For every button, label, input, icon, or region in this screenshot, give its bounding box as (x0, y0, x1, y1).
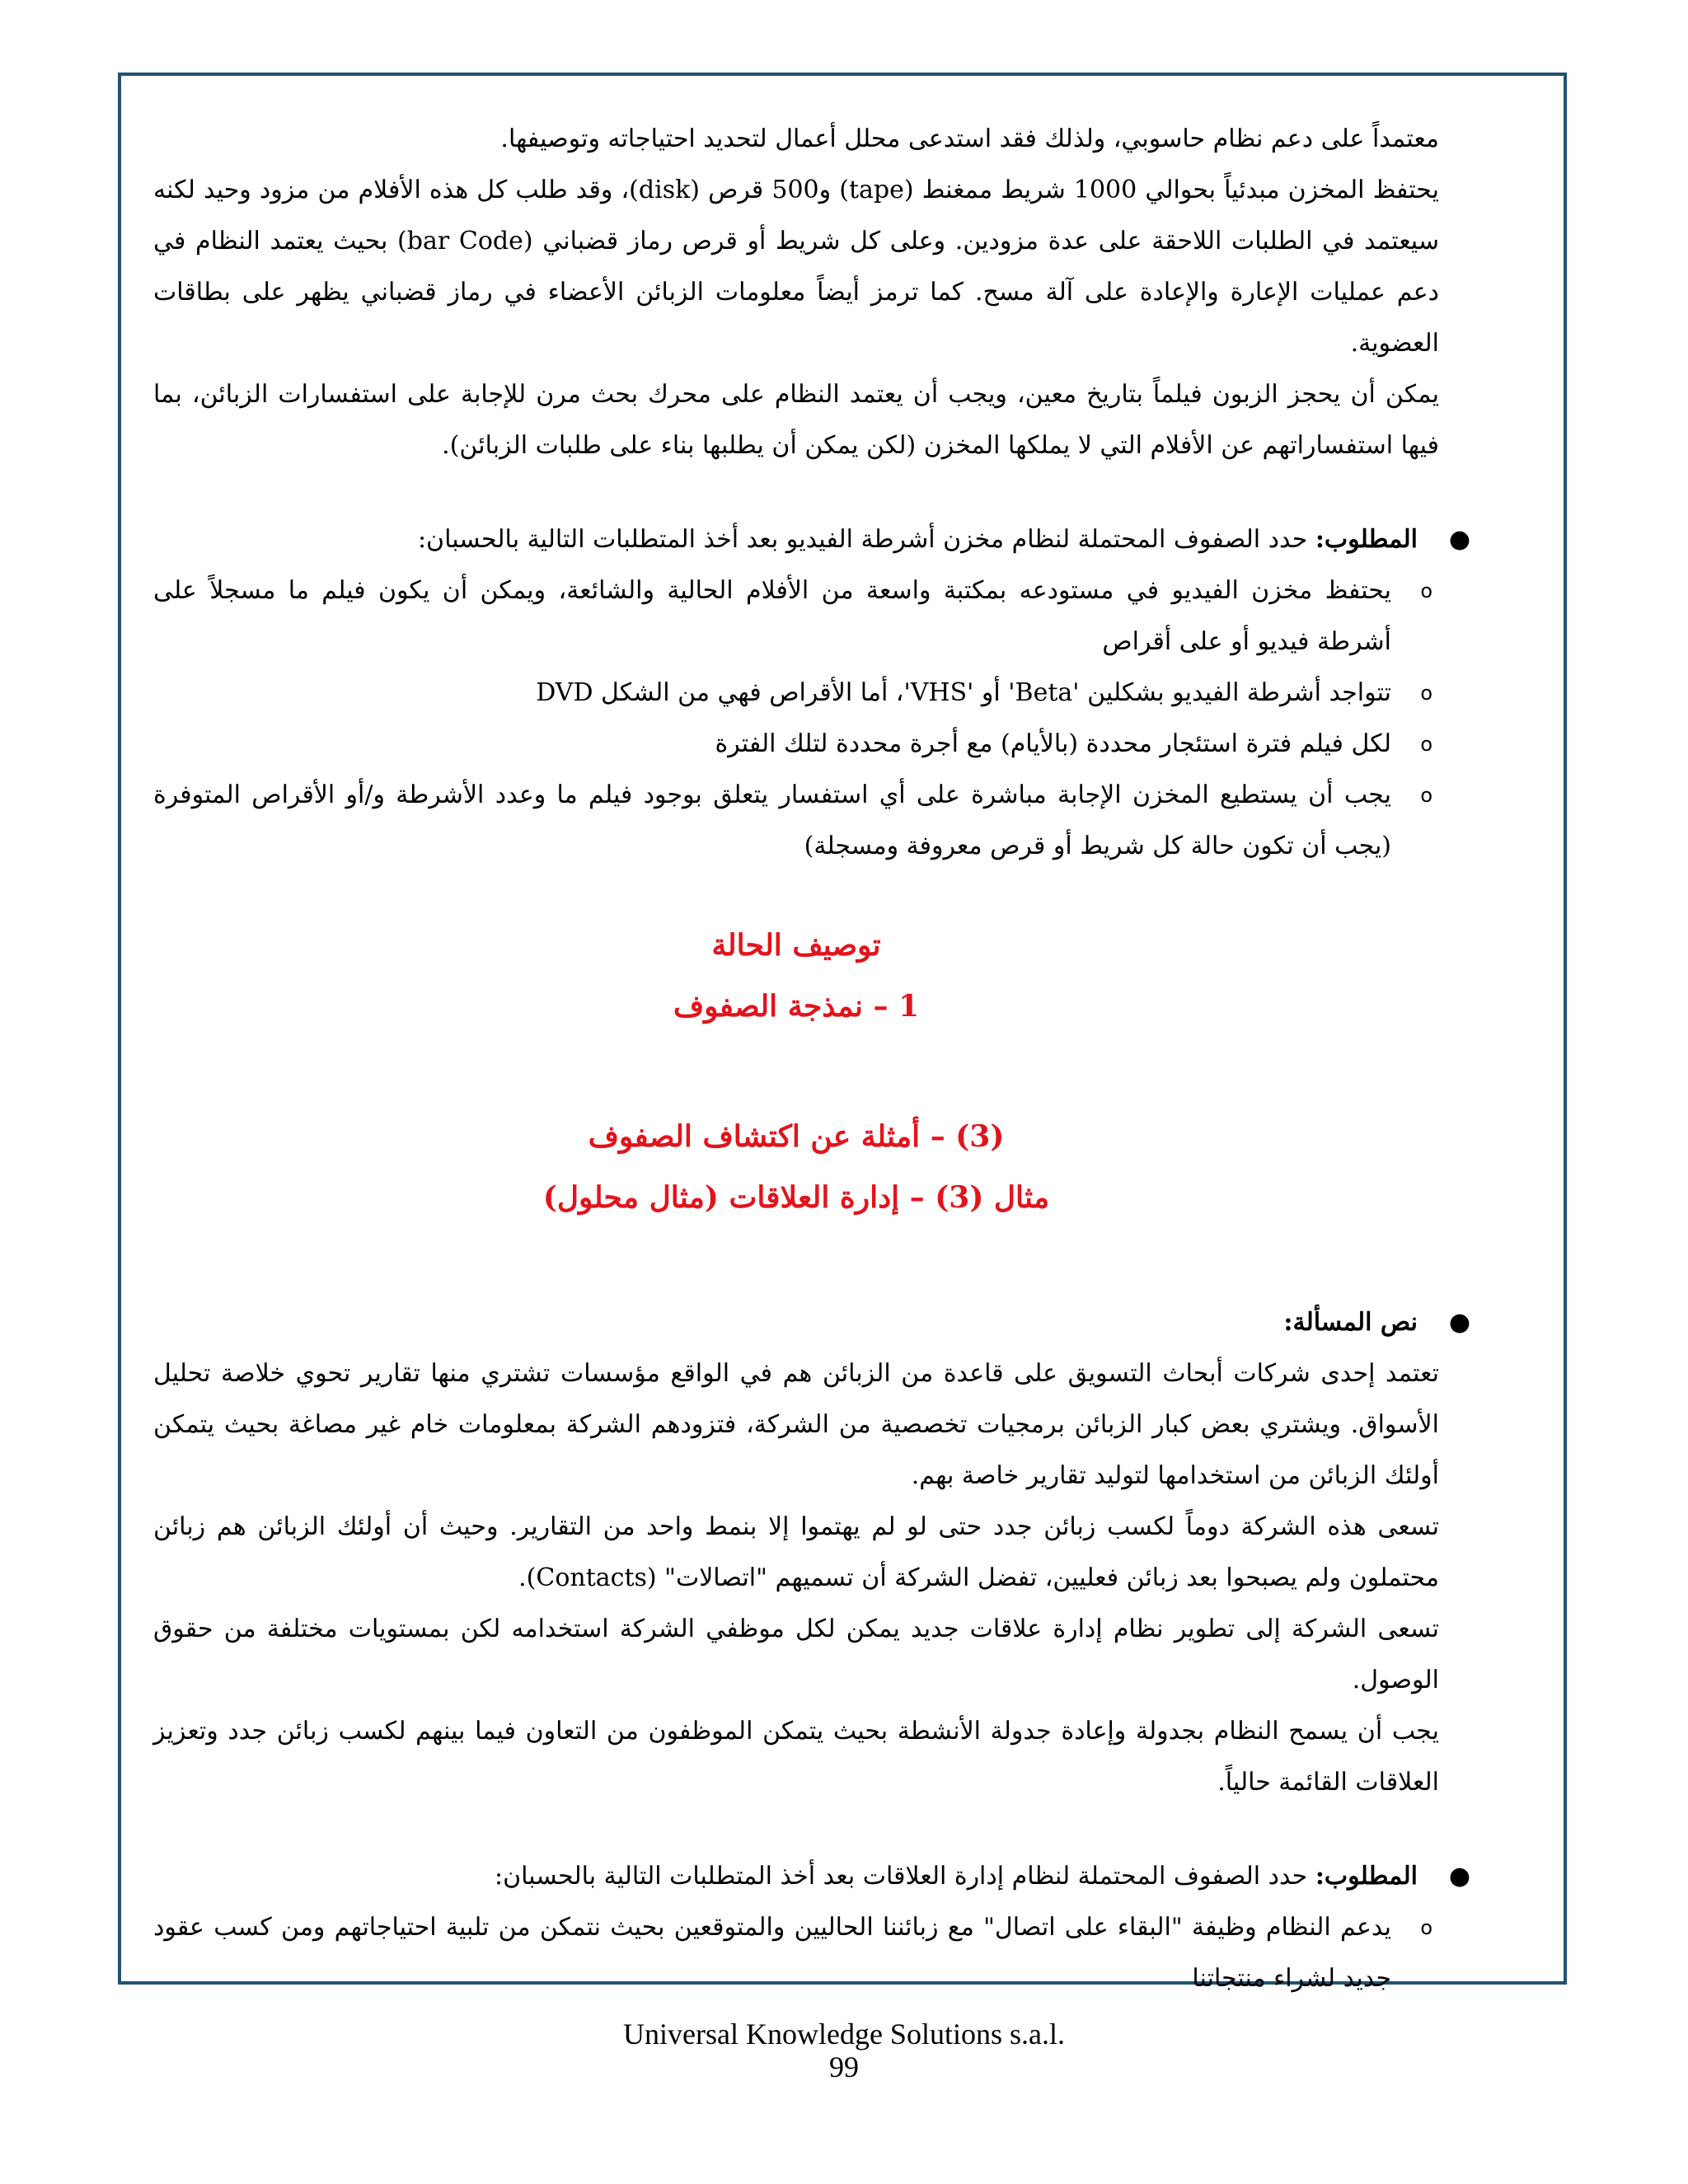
section-subheading: 1 – نمذجة الصفوف (673, 989, 920, 1024)
bullet-icon: ● (1448, 525, 1470, 554)
circle-bullet-icon: o (1420, 579, 1432, 602)
required-bullet-1 (153, 514, 1470, 565)
page-number: 99 (829, 2050, 859, 2083)
problem-paragraph-1: تعتمد إحدى شركات أبحاث التسويق على قاعدة من الزبائن هم في الواقع مؤسسات تشتري منها تقارير تحوي خلاصة تحليل الأسواق. ويشتري بعض كبار الزبائن برمجيات تخصصية من الشركة، فتزودهم الشركة بمعلومات خام غير مصاغة بحيث يتمكن أولئك الزبائن من استخدامها لتوليد تقارير خاصة بهم. (153, 1359, 1439, 1490)
intro-paragraph-2: يحتفظ المخزن مبدئياً بحوالي 1000 شريط ممغنط (tape) و500 قرص (disk)، وقد طلب كل هذه الأفلام من مزود وحيد لكنه سيعتمد في الطلبات اللاحقة على عدة مزودين. وعلى كل شريط أو قرص رماز قضباني (bar Code) بحيث يعتمد النظام في دعم عمليات الإعارة والإعادة على آلة مسح. كما ترمز أيضاً معلومات الزبائن الأعضاء في رماز قضباني يظهر على بطاقات العضوية. (153, 176, 1439, 358)
list-item (153, 565, 1439, 668)
required-list-2 (153, 1902, 1439, 2004)
examples-heading: (3) – أمثلة عن اكتشاف الصفوف (588, 1119, 1005, 1154)
list-item-text: يجب أن يستطيع المخزن الإجابة مباشرة على أي استفسار يتعلق بوجود فيلم ما وعدد الأشرطة و/أو الأقراص المتوفرة (يجب أن تكون حالة كل شريط أو قرص معروفة ومسجلة) (153, 780, 1391, 860)
intro-paragraph-1: معتمداً على دعم نظام حاسوبي، ولذلك فقد استدعى محلل أعمال لتحديد احتياجاته وتوصيفها. (500, 124, 1439, 153)
required-text: حدد الصفوف المحتملة لنظام إدارة العلاقات بعد أخذ المتطلبات التالية بالحسبان: (494, 1862, 1315, 1891)
list-item-text: يدعم النظام وظيفة "البقاء على اتصال" مع زبائننا الحاليين والمتوقعين بحيث نتمكن من تلبية احتياجاتهم ومن كسب عقود جديد لشراء منتجاتنا (153, 1913, 1391, 1993)
page-footer (0, 2018, 1688, 2083)
required-label: المطلوب: (1315, 525, 1418, 554)
spacer (153, 872, 1439, 915)
circle-bullet-icon: o (1420, 733, 1432, 756)
example-title: مثال (3) – إدارة العلاقات (مثال محلول) (542, 1180, 1050, 1215)
list-item (153, 1902, 1439, 2004)
circle-bullet-icon: o (1420, 784, 1432, 807)
required-label: المطلوب: (1315, 1862, 1418, 1891)
required-text: حدد الصفوف المحتملة لنظام مخزن أشرطة الفيديو بعد أخذ المتطلبات التالية بالحسبان: (417, 525, 1315, 554)
list-item-text: لكل فيلم فترة استئجار محددة (بالأيام) مع أجرة محددة لتلك الفترة (715, 729, 1391, 758)
list-item-text: تتواجد أشرطة الفيديو بشكلين 'Beta' أو 'VHS'، أما الأقراص فهي من الشكل DVD (536, 678, 1391, 707)
circle-bullet-icon: o (1420, 682, 1432, 705)
spacer (153, 1228, 1439, 1297)
page-content (153, 114, 1470, 2004)
intro-paragraph-3: يمكن أن يحجز الزبون فيلماً بتاريخ معين، ويجب أن يعتمد النظام على محرك بحث مرن للإجابة على استفسارات الزبائن، بما فيها استفساراتهم عن الأفلام التي لا يملكها المخزن (لكن يمكن أن يطلبها بناء على طلبات الزبائن). (153, 380, 1439, 460)
problem-paragraph-3: تسعى الشركة إلى تطوير نظام إدارة علاقات جديد يمكن لكل موظفي الشركة استخدامه لكن بمستويات مختلفة من حقوق الوصول. (153, 1615, 1439, 1694)
problem-bullet (153, 1297, 1470, 1348)
required-list-1 (153, 565, 1439, 872)
required-bullet-2 (153, 1851, 1470, 1902)
spacer (153, 471, 1439, 514)
circle-bullet-icon: o (1420, 1916, 1432, 1939)
problem-paragraph-2: تسعى هذه الشركة دوماً لكسب زبائن جدد حتى لو لم يهتموا إلا بنمط واحد من التقارير. وحيث أن أولئك الزبائن هم زبائن محتملون ولم يصبحوا بعد زبائن فعليين، تفضل الشركة أن تسميهم "اتصالات" (Contacts). (153, 1512, 1439, 1592)
list-item (153, 770, 1439, 872)
list-item (153, 719, 1439, 770)
problem-label: نص المسألة: (1283, 1308, 1418, 1337)
spacer (153, 1808, 1439, 1851)
list-item-text: يحتفظ مخزن الفيديو في مستودعه بمكتبة واسعة من الأفلام الحالية والشائعة، ويمكن أن يكون فيلم ما مسجلاً على أشرطة فيديو أو على أقراص (153, 576, 1391, 656)
bullet-icon: ● (1448, 1308, 1470, 1337)
spacer (153, 1037, 1439, 1106)
bullet-icon: ● (1448, 1862, 1470, 1891)
footer-company: Universal Knowledge Solutions s.a.l. (623, 2018, 1065, 2050)
section-heading: توصيف الحالة (711, 928, 881, 963)
problem-paragraph-4: يجب أن يسمح النظام بجدولة وإعادة جدولة الأنشطة بحيث يتمكن الموظفون من التعاون فيما بينهم لكسب زبائن جدد وتعزيز العلاقات القائمة حالياً. (153, 1717, 1439, 1797)
list-item (153, 668, 1439, 719)
